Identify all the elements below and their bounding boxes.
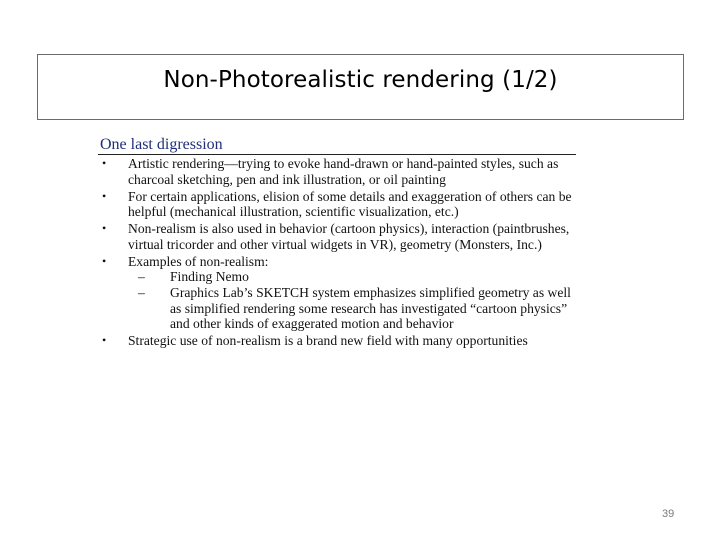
bullet-text: Examples of non-realism: [128, 253, 269, 269]
bullet-marker: • [102, 221, 107, 236]
sub-item-text: Graphics Lab’s SKETCH system emphasizes simplified geometry as well as simplified rendering some research has investigated “cartoon physics” and other kinds of exaggerated motion and behavior [170, 284, 571, 332]
slide-title-box [37, 54, 684, 120]
bullet-marker: • [102, 253, 107, 268]
bullet-marker: • [102, 333, 107, 348]
dash-marker: – [138, 269, 145, 285]
bullet-text: Strategic use of non-realism is a brand new field with many opportunities [128, 333, 528, 349]
list-item [98, 254, 578, 332]
bullet-marker: • [102, 188, 107, 203]
bullet-text: Non-realism is also used in behavior (cartoon physics), interaction (paintbrushes, virtual tricorder and other virtual widgets in VR), geometry (Monsters, Inc.) [128, 221, 570, 252]
list-item [98, 221, 578, 252]
heading-divider [98, 154, 576, 155]
list-item [98, 156, 578, 187]
bullet-list [98, 156, 578, 350]
sub-list-item [138, 269, 578, 285]
scanned-figure [98, 132, 578, 452]
sub-list-item [138, 285, 578, 332]
bullet-text: Artistic rendering—trying to evoke hand-drawn or hand-painted styles, such as charcoal sketching, pen and ink illustration, or oil painting [128, 156, 559, 187]
scan-heading: One last digression [100, 136, 223, 153]
sub-list [128, 269, 578, 331]
bullet-marker: • [102, 156, 107, 170]
page-number: 39 [662, 508, 675, 520]
sub-item-text: Finding Nemo [170, 269, 249, 285]
list-item [98, 333, 578, 349]
slide-title: Non-Photorealistic rendering (1/2) [163, 67, 558, 93]
list-item [98, 189, 578, 220]
bullet-text: For certain applications, elision of some details and exaggeration of others can be helpful (mechanical illustration, scientific visualization, etc.) [128, 188, 572, 220]
dash-marker: – [138, 284, 145, 300]
